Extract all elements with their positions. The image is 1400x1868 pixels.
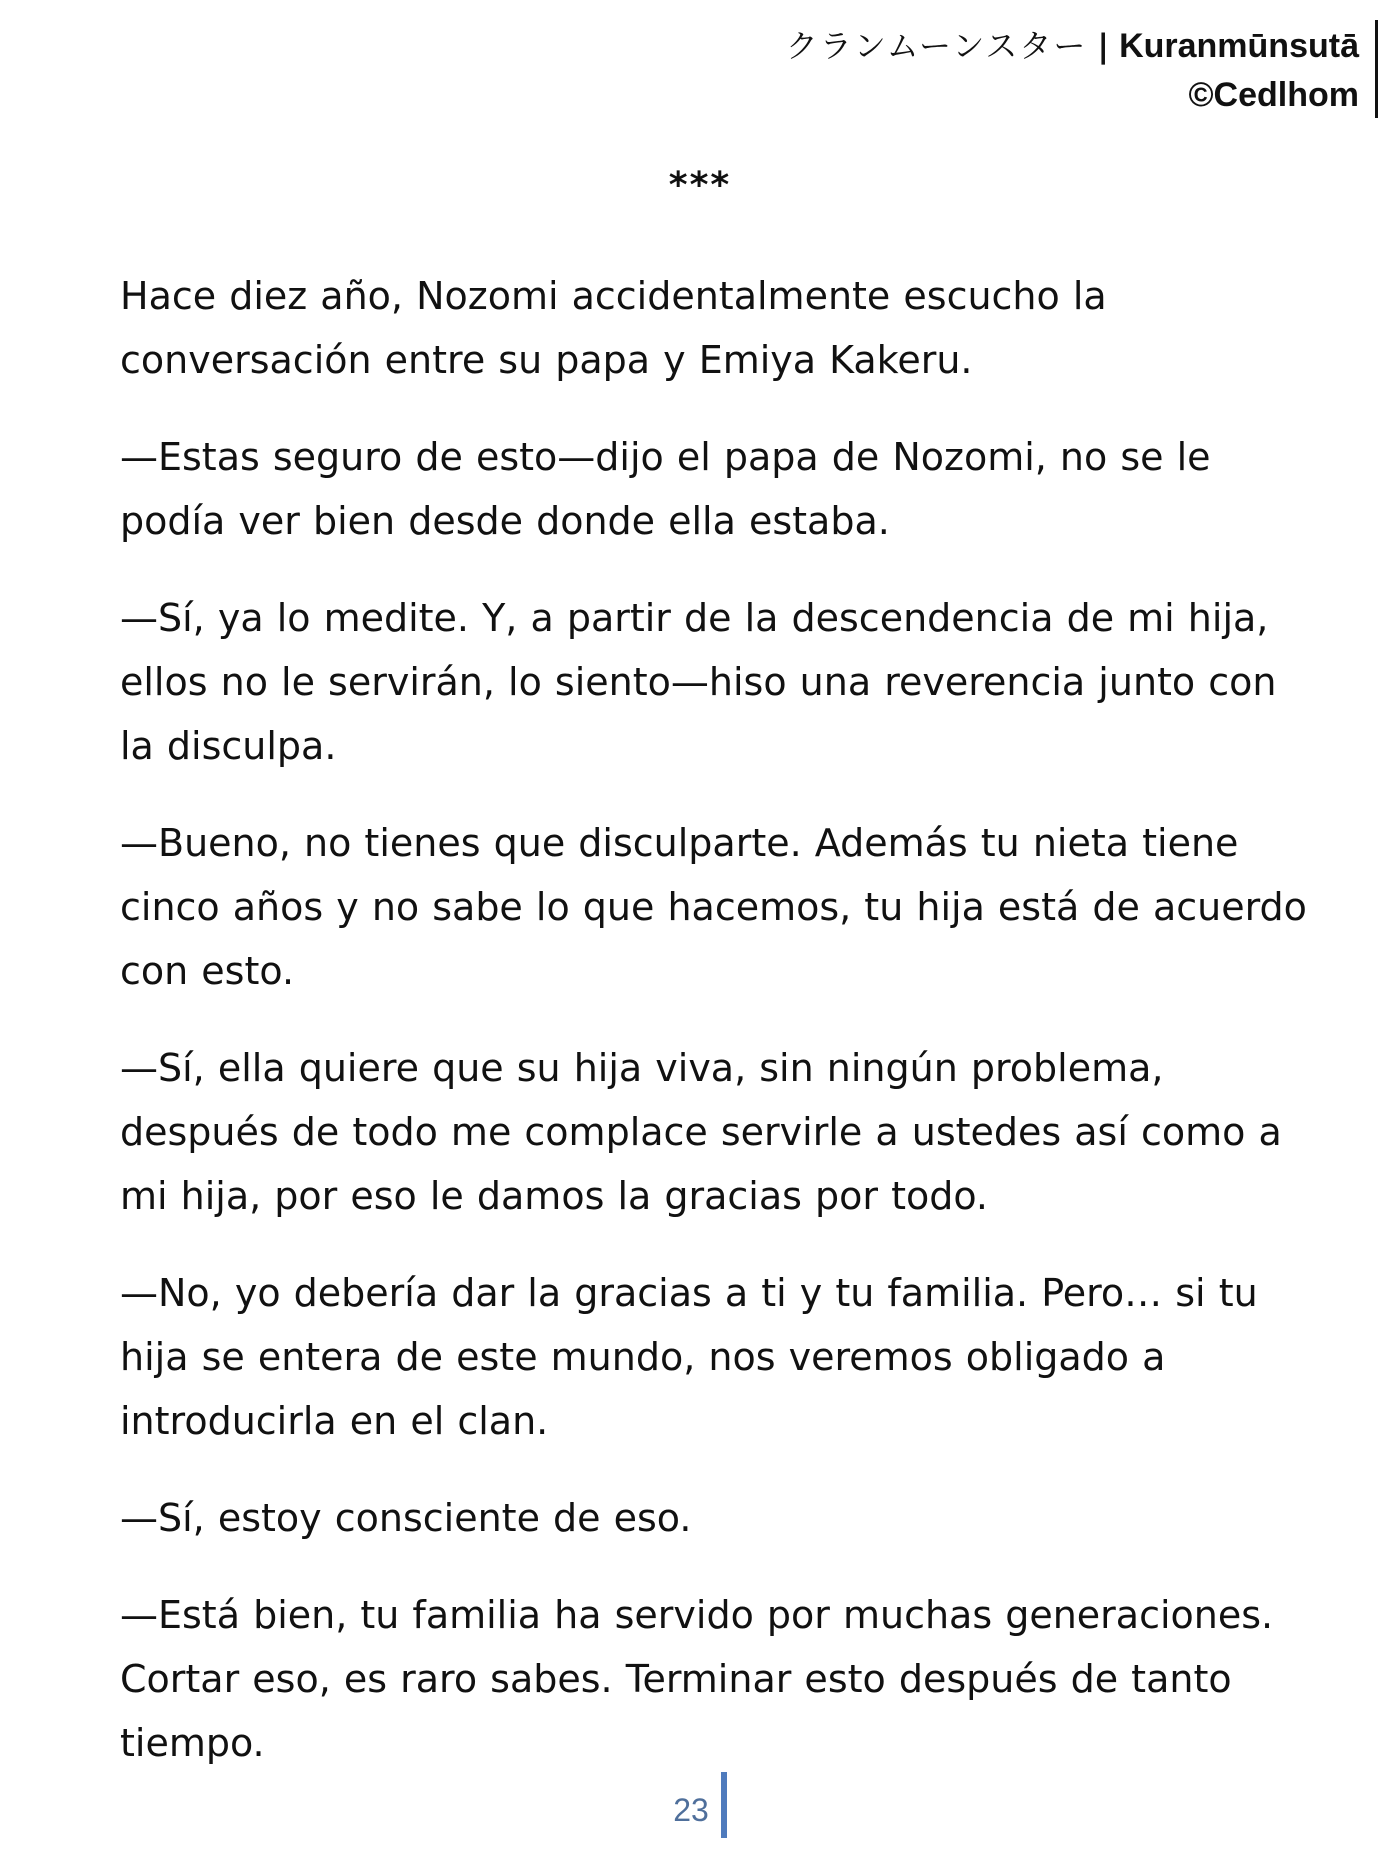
header-title-line bbox=[639, 20, 1359, 72]
page-body bbox=[120, 264, 1310, 1808]
paragraph: —Sí, estoy consciente de eso. bbox=[120, 1496, 692, 1540]
header-copyright: ©Cedlhom bbox=[1188, 76, 1359, 114]
page-number-bar bbox=[721, 1772, 727, 1838]
paragraph: —Está bien, tu familia ha servido por muchas generaciones. Cortar eso, es raro sabes. Terminar esto después de tanto tiempo. bbox=[120, 1593, 1274, 1765]
section-separator: *** bbox=[668, 165, 732, 206]
paragraph: —Estas seguro de esto—dijo el papa de Nozomi, no se le podía ver bien desde donde ella estaba. bbox=[120, 435, 1211, 543]
header-separator: | bbox=[1097, 27, 1110, 65]
header-japanese-title: クランムーンスター bbox=[785, 27, 1088, 65]
paragraph: —Sí, ya lo medite. Y, a partir de la descendencia de mi hija, ellos no le servirán, lo siento—hiso una reverencia junto con la disculpa. bbox=[120, 596, 1277, 768]
page-number: 23 bbox=[673, 1792, 709, 1828]
page-header bbox=[639, 20, 1378, 118]
paragraph: Hace diez año, Nozomi accidentalmente escucho la conversación entre su papa y Emiya Kakeru. bbox=[120, 274, 1107, 382]
paragraph: —Bueno, no tienes que disculparte. Además tu nieta tiene cinco años y no sabe lo que hacemos, tu hija está de acuerdo con esto. bbox=[120, 821, 1307, 993]
paragraph: —Sí, ella quiere que su hija viva, sin ningún problema, después de todo me complace servirle a ustedes así como a mi hija, por eso le damos la gracias por todo. bbox=[120, 1046, 1282, 1218]
page-number-block bbox=[673, 1780, 727, 1840]
page-footer bbox=[0, 1780, 1400, 1840]
header-romaji-title: Kuranmūnsutā bbox=[1119, 27, 1359, 65]
paragraph: —No, yo debería dar la gracias a ti y tu familia. Pero… si tu hija se entera de este mundo, nos veremos obligado a introducirla en el clan. bbox=[120, 1271, 1258, 1443]
